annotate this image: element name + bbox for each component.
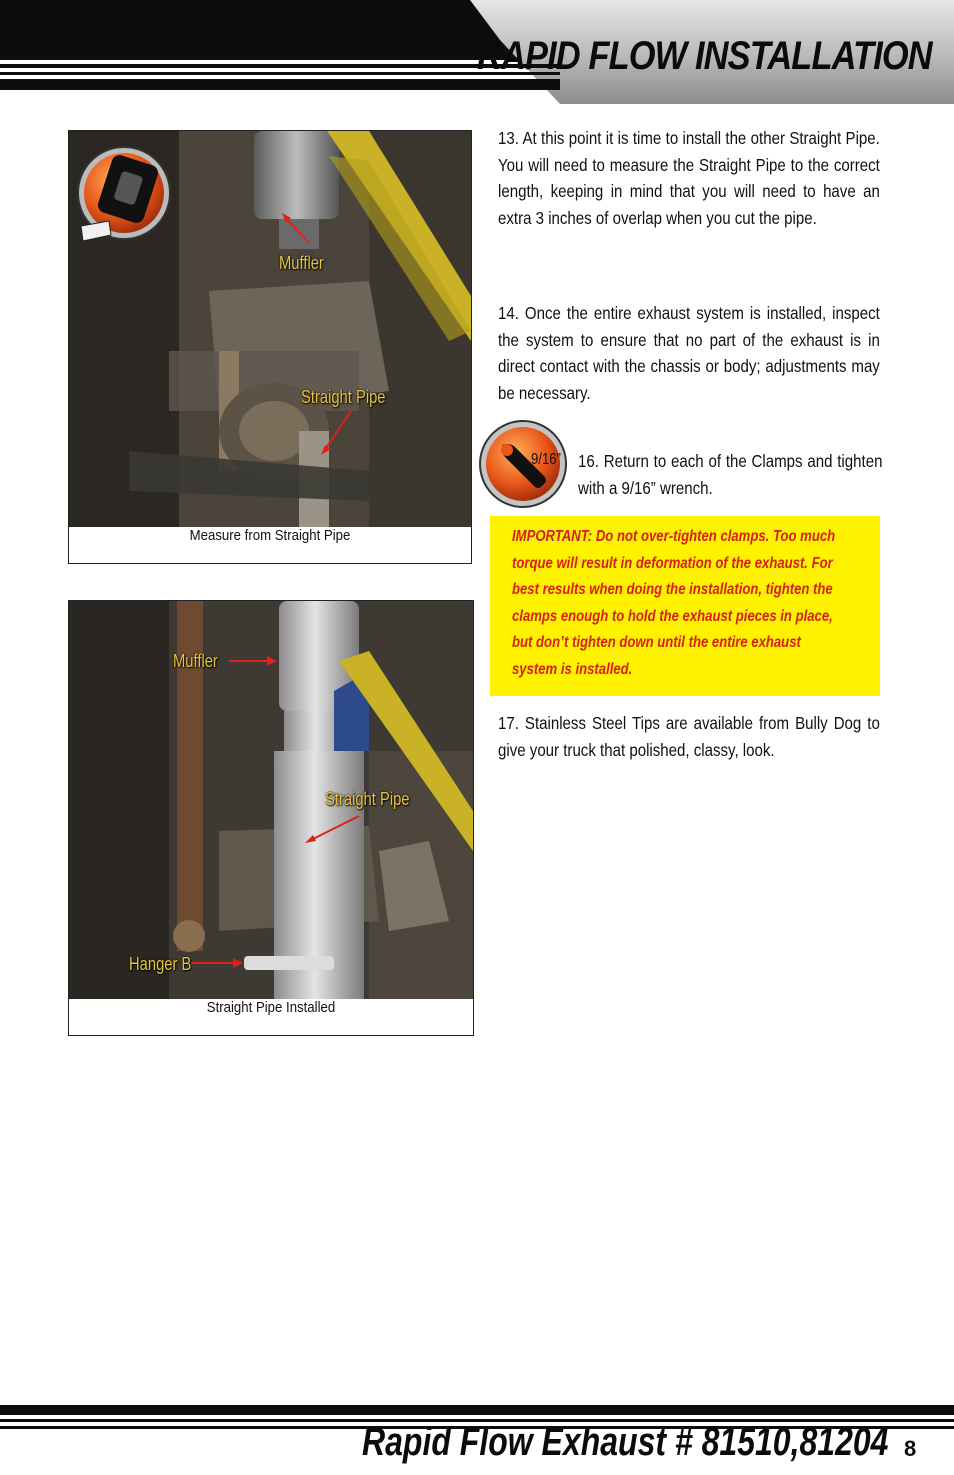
photo-measure <box>69 131 471 527</box>
footer-title: Rapid Flow Exhaust # 81510,81204 <box>362 1420 889 1464</box>
page-number: 8 <box>904 1436 917 1461</box>
photo-installed <box>69 601 473 999</box>
label-straight-pipe: Straight Pipe <box>325 789 410 809</box>
step-16: 16. Return to each of the Clamps and tighten with a 9/16” wrench. <box>578 451 883 498</box>
figure-caption: Straight Pipe Installed <box>206 999 336 1016</box>
label-muffler: Muffler <box>279 253 324 273</box>
label-hanger-b: Hanger B <box>129 954 192 974</box>
label-straight-pipe: Straight Pipe <box>301 387 386 407</box>
photo-installed-illustration <box>69 601 473 999</box>
figure-caption: Measure from Straight Pipe <box>189 527 351 544</box>
photo-measure-illustration <box>69 131 471 527</box>
figure-measure <box>68 130 472 564</box>
step-13: 13. At this point it is time to install the other Straight Pipe. You will need to measure the Straight Pipe to the correct length, keeping in mind that you will need to have an extra 3 inches of overlap when you cut the pipe. <box>498 128 880 228</box>
wrench-size-label: 9/16” <box>531 451 561 468</box>
step-17: 17. Stainless Steel Tips are available from Bully Dog to give your truck that polished, classy, look. <box>498 713 880 760</box>
important-callout <box>490 516 880 696</box>
figure-installed <box>68 600 474 1036</box>
important-text: IMPORTANT: Do not over-tighten clamps. Too much torque will result in deformation of the exhaust. For best results when doing the installation, tighten the clamps enough to hold the exhaust pieces in place, but don’t tighten down until the entire exhaust system is installed. <box>512 528 836 678</box>
step-14: 14. Once the entire exhaust system is installed, inspect the system to ensure that no part of the exhaust is in direct contact with the chassis or body; adjustments may be necessary. <box>498 303 880 403</box>
label-muffler: Muffler <box>173 651 218 671</box>
page-header-title: RAPID FLOW INSTALLATION <box>477 34 932 78</box>
